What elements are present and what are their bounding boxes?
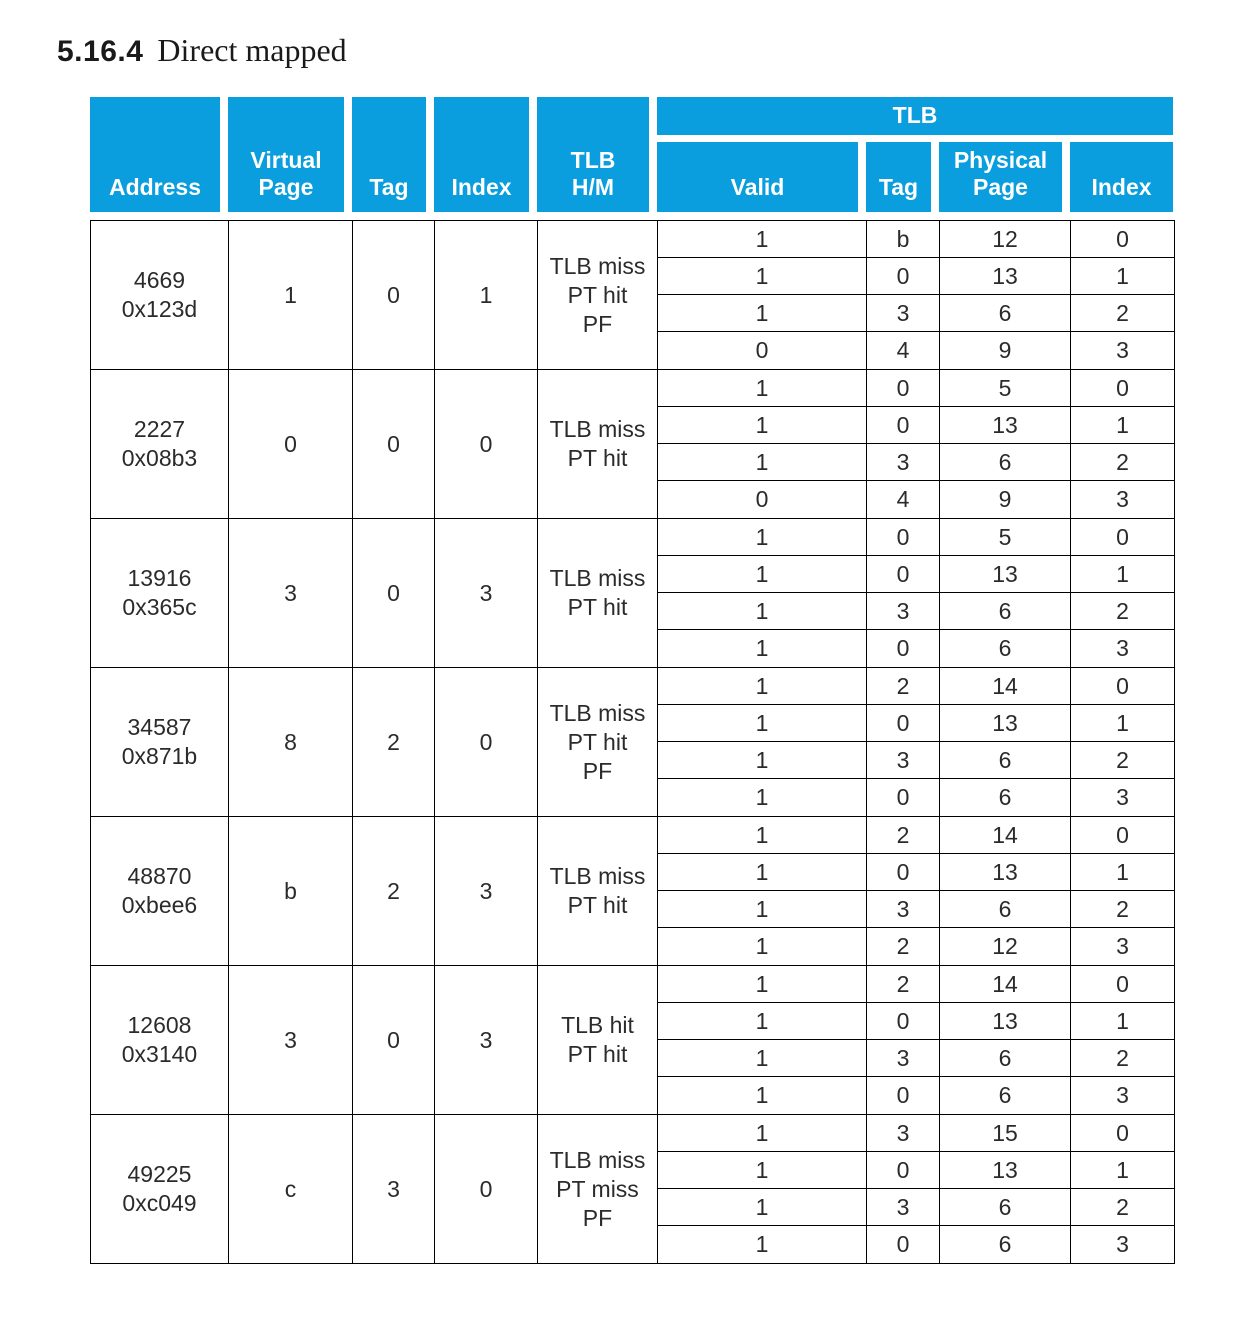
- tlb-tag-cell: 0: [867, 407, 940, 444]
- tlb-hm-cell: TLB miss PT hit PF: [538, 221, 658, 369]
- tlb-physical-page-cell: 14: [940, 668, 1071, 705]
- section-heading: [57, 32, 1245, 74]
- tlb-tag-cell: 3: [867, 295, 940, 332]
- tlb-valid-cell: 1: [658, 1115, 867, 1152]
- tlb-physical-page-cell: 13: [940, 1003, 1071, 1040]
- tlb-physical-page-cell: 13: [940, 407, 1071, 444]
- tag-cell: 0: [353, 370, 435, 518]
- tlb-physical-page-cell: 6: [940, 1226, 1071, 1263]
- address-cell: 2227 0x08b3: [91, 370, 229, 518]
- tlb-physical-page-cell: 9: [940, 332, 1071, 369]
- tag-cell: 3: [353, 1115, 435, 1263]
- virtual-page-cell: b: [229, 817, 353, 965]
- header-tlb-physical-page: Physical Page: [939, 142, 1062, 212]
- tlb-tag-cell: 4: [867, 332, 940, 369]
- table-row-group: [91, 966, 1174, 1115]
- tlb-index-cell: 1: [1071, 854, 1174, 891]
- virtual-page-cell: 0: [229, 370, 353, 518]
- tag-cell: 0: [353, 519, 435, 667]
- table-row-group: [91, 817, 1174, 966]
- tlb-tag-cell: 3: [867, 593, 940, 630]
- index-cell: 0: [435, 668, 538, 816]
- index-cell: 3: [435, 817, 538, 965]
- tlb-index-cell: 2: [1071, 1040, 1174, 1077]
- tlb-tag-cell: 0: [867, 556, 940, 593]
- tlb-index-cell: 3: [1071, 332, 1174, 369]
- tlb-physical-page-cell: 5: [940, 370, 1071, 407]
- tlb-index-cell: 3: [1071, 1226, 1174, 1263]
- header-virtual-page: Virtual Page: [228, 97, 344, 212]
- tag-cell: 0: [353, 966, 435, 1114]
- tlb-physical-page-cell: 6: [940, 1040, 1071, 1077]
- tlb-valid-cell: 1: [658, 1152, 867, 1189]
- tlb-valid-cell: 1: [658, 258, 867, 295]
- table-row-group: [91, 519, 1174, 668]
- table-body: [90, 220, 1175, 1264]
- header-tlb-valid: Valid: [657, 142, 858, 212]
- virtual-page-cell: 8: [229, 668, 353, 816]
- tlb-valid-cell: 1: [658, 295, 867, 332]
- tlb-valid-cell: 0: [658, 332, 867, 369]
- tlb-valid-cell: 1: [658, 1226, 867, 1263]
- address-cell: 13916 0x365c: [91, 519, 229, 667]
- tlb-physical-page-cell: 9: [940, 481, 1071, 518]
- tlb-tag-cell: 3: [867, 1115, 940, 1152]
- tlb-tag-cell: 0: [867, 854, 940, 891]
- tlb-index-cell: 1: [1071, 556, 1174, 593]
- tlb-tag-cell: 0: [867, 1152, 940, 1189]
- tlb-physical-page-cell: 14: [940, 966, 1071, 1003]
- tlb-tag-cell: 0: [867, 630, 940, 667]
- virtual-page-cell: 3: [229, 966, 353, 1114]
- tlb-tag-cell: 0: [867, 370, 940, 407]
- tlb-physical-page-cell: 6: [940, 1077, 1071, 1114]
- tlb-valid-cell: 1: [658, 444, 867, 481]
- header-tlb-index: Index: [1070, 142, 1173, 212]
- tlb-physical-page-cell: 6: [940, 444, 1071, 481]
- tlb-physical-page-cell: 14: [940, 817, 1071, 854]
- tlb-index-cell: 0: [1071, 817, 1174, 854]
- tlb-index-cell: 3: [1071, 630, 1174, 667]
- section-title: Direct mapped: [157, 32, 347, 68]
- index-cell: 3: [435, 966, 538, 1114]
- tlb-valid-cell: 1: [658, 668, 867, 705]
- tlb-physical-page-cell: 15: [940, 1115, 1071, 1152]
- tlb-valid-cell: 1: [658, 891, 867, 928]
- tlb-valid-cell: 1: [658, 1040, 867, 1077]
- tlb-tag-cell: 0: [867, 258, 940, 295]
- tlb-hm-cell: TLB miss PT hit: [538, 370, 658, 518]
- tlb-valid-cell: 1: [658, 1003, 867, 1040]
- tlb-valid-cell: 1: [658, 407, 867, 444]
- tlb-valid-cell: 1: [658, 370, 867, 407]
- tlb-index-cell: 2: [1071, 891, 1174, 928]
- tlb-hm-cell: TLB miss PT miss PF: [538, 1115, 658, 1263]
- tlb-tag-cell: 2: [867, 668, 940, 705]
- tlb-physical-page-cell: 6: [940, 742, 1071, 779]
- tlb-physical-page-cell: 6: [940, 593, 1071, 630]
- tlb-tag-cell: 0: [867, 705, 940, 742]
- header-tlb-hm: TLB H/M: [537, 97, 649, 212]
- table-header: [90, 97, 1177, 212]
- tlb-valid-cell: 1: [658, 779, 867, 816]
- tag-cell: 2: [353, 668, 435, 816]
- tlb-tag-cell: 2: [867, 928, 940, 965]
- header-address: Address: [90, 97, 220, 212]
- tlb-index-cell: 1: [1071, 258, 1174, 295]
- tlb-physical-page-cell: 13: [940, 1152, 1071, 1189]
- tlb-valid-cell: 1: [658, 966, 867, 1003]
- address-cell: 12608 0x3140: [91, 966, 229, 1114]
- tlb-valid-cell: 1: [658, 519, 867, 556]
- table-row-group: [91, 221, 1174, 370]
- tlb-valid-cell: 1: [658, 1077, 867, 1114]
- tlb-tag-cell: 0: [867, 1226, 940, 1263]
- tlb-valid-cell: 1: [658, 742, 867, 779]
- header-tlb-tag: Tag: [866, 142, 931, 212]
- header-tlb-group: TLB: [657, 97, 1173, 135]
- tlb-tag-cell: 3: [867, 891, 940, 928]
- virtual-page-cell: 3: [229, 519, 353, 667]
- tlb-tag-cell: b: [867, 221, 940, 258]
- tlb-index-cell: 2: [1071, 1189, 1174, 1226]
- tlb-valid-cell: 1: [658, 928, 867, 965]
- tlb-index-cell: 0: [1071, 370, 1174, 407]
- tlb-index-cell: 3: [1071, 481, 1174, 518]
- tlb-hm-cell: TLB miss PT hit PF: [538, 668, 658, 816]
- index-cell: 1: [435, 221, 538, 369]
- tlb-physical-page-cell: 6: [940, 1189, 1071, 1226]
- tlb-tag-cell: 3: [867, 1040, 940, 1077]
- tlb-index-cell: 1: [1071, 1003, 1174, 1040]
- tlb-physical-page-cell: 6: [940, 779, 1071, 816]
- tlb-tag-cell: 0: [867, 519, 940, 556]
- tlb-valid-cell: 1: [658, 221, 867, 258]
- tlb-valid-cell: 0: [658, 481, 867, 518]
- tlb-tag-cell: 2: [867, 817, 940, 854]
- tlb-index-cell: 3: [1071, 1077, 1174, 1114]
- tlb-tag-cell: 0: [867, 1077, 940, 1114]
- tlb-physical-page-cell: 13: [940, 556, 1071, 593]
- tlb-index-cell: 0: [1071, 1115, 1174, 1152]
- index-cell: 3: [435, 519, 538, 667]
- tlb-valid-cell: 1: [658, 556, 867, 593]
- tlb-physical-page-cell: 13: [940, 705, 1071, 742]
- table-row-group: [91, 1115, 1174, 1263]
- tlb-tag-cell: 3: [867, 444, 940, 481]
- tlb-tag-cell: 3: [867, 742, 940, 779]
- tlb-physical-page-cell: 6: [940, 630, 1071, 667]
- tag-cell: 2: [353, 817, 435, 965]
- tlb-physical-page-cell: 5: [940, 519, 1071, 556]
- tlb-physical-page-cell: 13: [940, 854, 1071, 891]
- section-number: 5.16.4: [57, 35, 144, 68]
- tlb-hm-cell: TLB miss PT hit: [538, 519, 658, 667]
- tlb-index-cell: 2: [1071, 444, 1174, 481]
- tlb-index-cell: 2: [1071, 742, 1174, 779]
- tlb-index-cell: 0: [1071, 221, 1174, 258]
- tlb-index-cell: 0: [1071, 668, 1174, 705]
- tlb-physical-page-cell: 12: [940, 928, 1071, 965]
- virtual-page-cell: 1: [229, 221, 353, 369]
- address-cell: 34587 0x871b: [91, 668, 229, 816]
- tlb-table: [90, 97, 1177, 1264]
- tlb-index-cell: 2: [1071, 593, 1174, 630]
- tlb-valid-cell: 1: [658, 1189, 867, 1226]
- address-cell: 48870 0xbee6: [91, 817, 229, 965]
- address-cell: 49225 0xc049: [91, 1115, 229, 1263]
- header-index: Index: [434, 97, 529, 212]
- tlb-valid-cell: 1: [658, 817, 867, 854]
- header-tag: Tag: [352, 97, 426, 212]
- tag-cell: 0: [353, 221, 435, 369]
- address-cell: 4669 0x123d: [91, 221, 229, 369]
- tlb-hm-cell: TLB miss PT hit: [538, 817, 658, 965]
- tlb-hm-cell: TLB hit PT hit: [538, 966, 658, 1114]
- tlb-valid-cell: 1: [658, 854, 867, 891]
- tlb-physical-page-cell: 12: [940, 221, 1071, 258]
- tlb-index-cell: 1: [1071, 705, 1174, 742]
- table-row-group: [91, 668, 1174, 817]
- tlb-index-cell: 1: [1071, 1152, 1174, 1189]
- tlb-physical-page-cell: 6: [940, 295, 1071, 332]
- tlb-valid-cell: 1: [658, 705, 867, 742]
- tlb-index-cell: 0: [1071, 519, 1174, 556]
- tlb-tag-cell: 2: [867, 966, 940, 1003]
- tlb-physical-page-cell: 6: [940, 891, 1071, 928]
- tlb-tag-cell: 0: [867, 1003, 940, 1040]
- tlb-physical-page-cell: 13: [940, 258, 1071, 295]
- tlb-index-cell: 1: [1071, 407, 1174, 444]
- virtual-page-cell: c: [229, 1115, 353, 1263]
- index-cell: 0: [435, 1115, 538, 1263]
- tlb-index-cell: 0: [1071, 966, 1174, 1003]
- tlb-tag-cell: 3: [867, 1189, 940, 1226]
- tlb-index-cell: 3: [1071, 779, 1174, 816]
- tlb-valid-cell: 1: [658, 593, 867, 630]
- tlb-tag-cell: 4: [867, 481, 940, 518]
- tlb-index-cell: 2: [1071, 295, 1174, 332]
- tlb-valid-cell: 1: [658, 630, 867, 667]
- tlb-index-cell: 3: [1071, 928, 1174, 965]
- table-row-group: [91, 370, 1174, 519]
- index-cell: 0: [435, 370, 538, 518]
- tlb-tag-cell: 0: [867, 779, 940, 816]
